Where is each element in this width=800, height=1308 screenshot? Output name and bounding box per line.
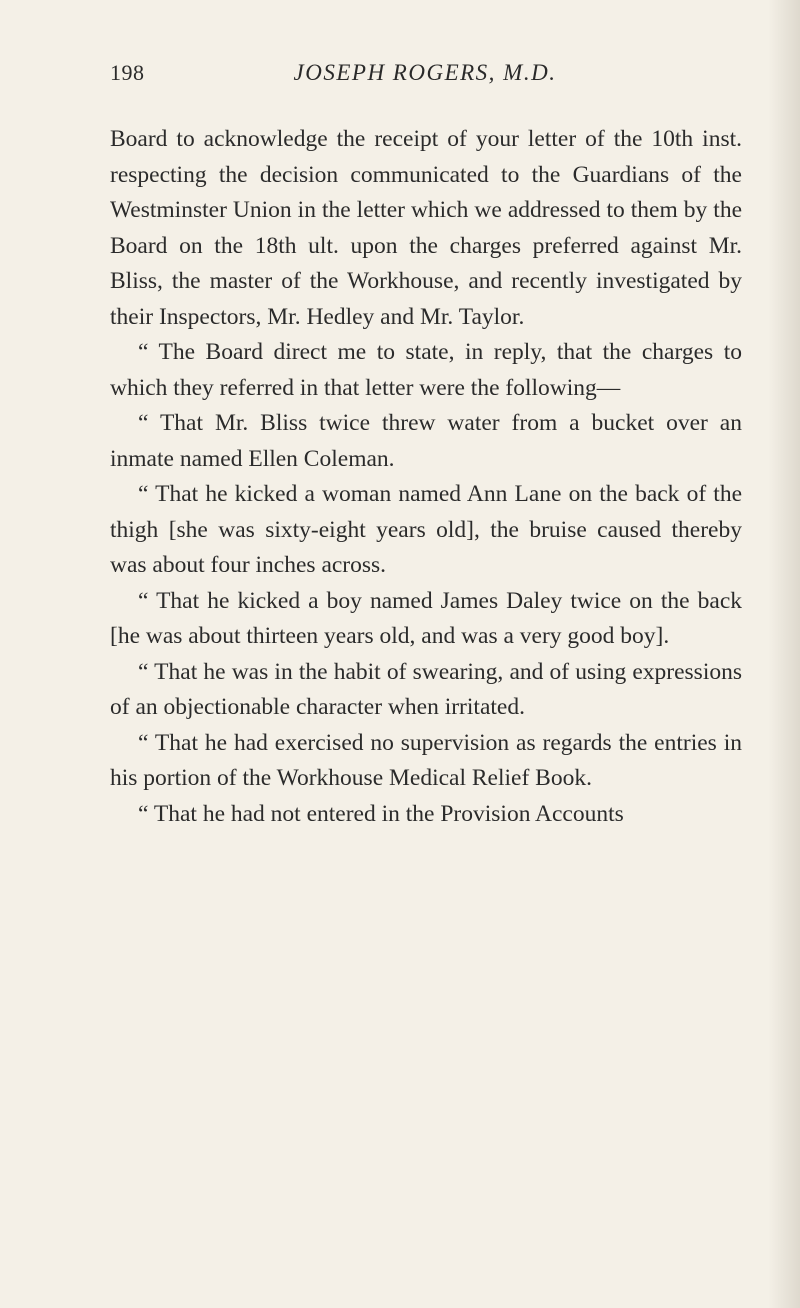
body-text — [110, 122, 742, 832]
paragraph: “ That he had exercised no supervision as regards the entries in his portion of the Workhouse Medical Relief Book. — [110, 729, 742, 791]
paragraph: “ That he kicked a boy named James Daley twice on the back [he was about thirteen years old, and was a very good boy]. — [110, 587, 742, 649]
paragraph: “ That he was in the habit of swearing, and of using expressions of an objectionable character when irritated. — [110, 658, 742, 720]
paragraph: “ That he kicked a woman named Ann Lane on the back of the thigh [she was sixty-eight years old], the bruise caused thereby was about four inches across. — [110, 481, 742, 578]
paragraph: “ That he had not entered in the Provision Accounts — [138, 800, 624, 827]
page-number: 198 — [110, 60, 145, 85]
paragraph: “ The Board direct me to state, in reply, that the charges to which they referred in that letter were the following— — [110, 339, 742, 401]
running-title: JOSEPH ROGERS, M.D. — [293, 60, 557, 85]
paragraph: Board to acknowledge the receipt of your letter of the 10th inst. respecting the decision communicated to the Guardians of the Westminster Union in the letter which we addressed to them by the Board on the 18th ult. upon the charges preferred against Mr. Bliss, the master of the Workhouse, and recently investigated by their Inspectors, Mr. Hedley and Mr. Taylor. — [110, 126, 742, 330]
paragraph: “ That Mr. Bliss twice threw water from a bucket over an inmate named Ellen Coleman. — [110, 410, 742, 472]
running-head — [110, 60, 740, 100]
